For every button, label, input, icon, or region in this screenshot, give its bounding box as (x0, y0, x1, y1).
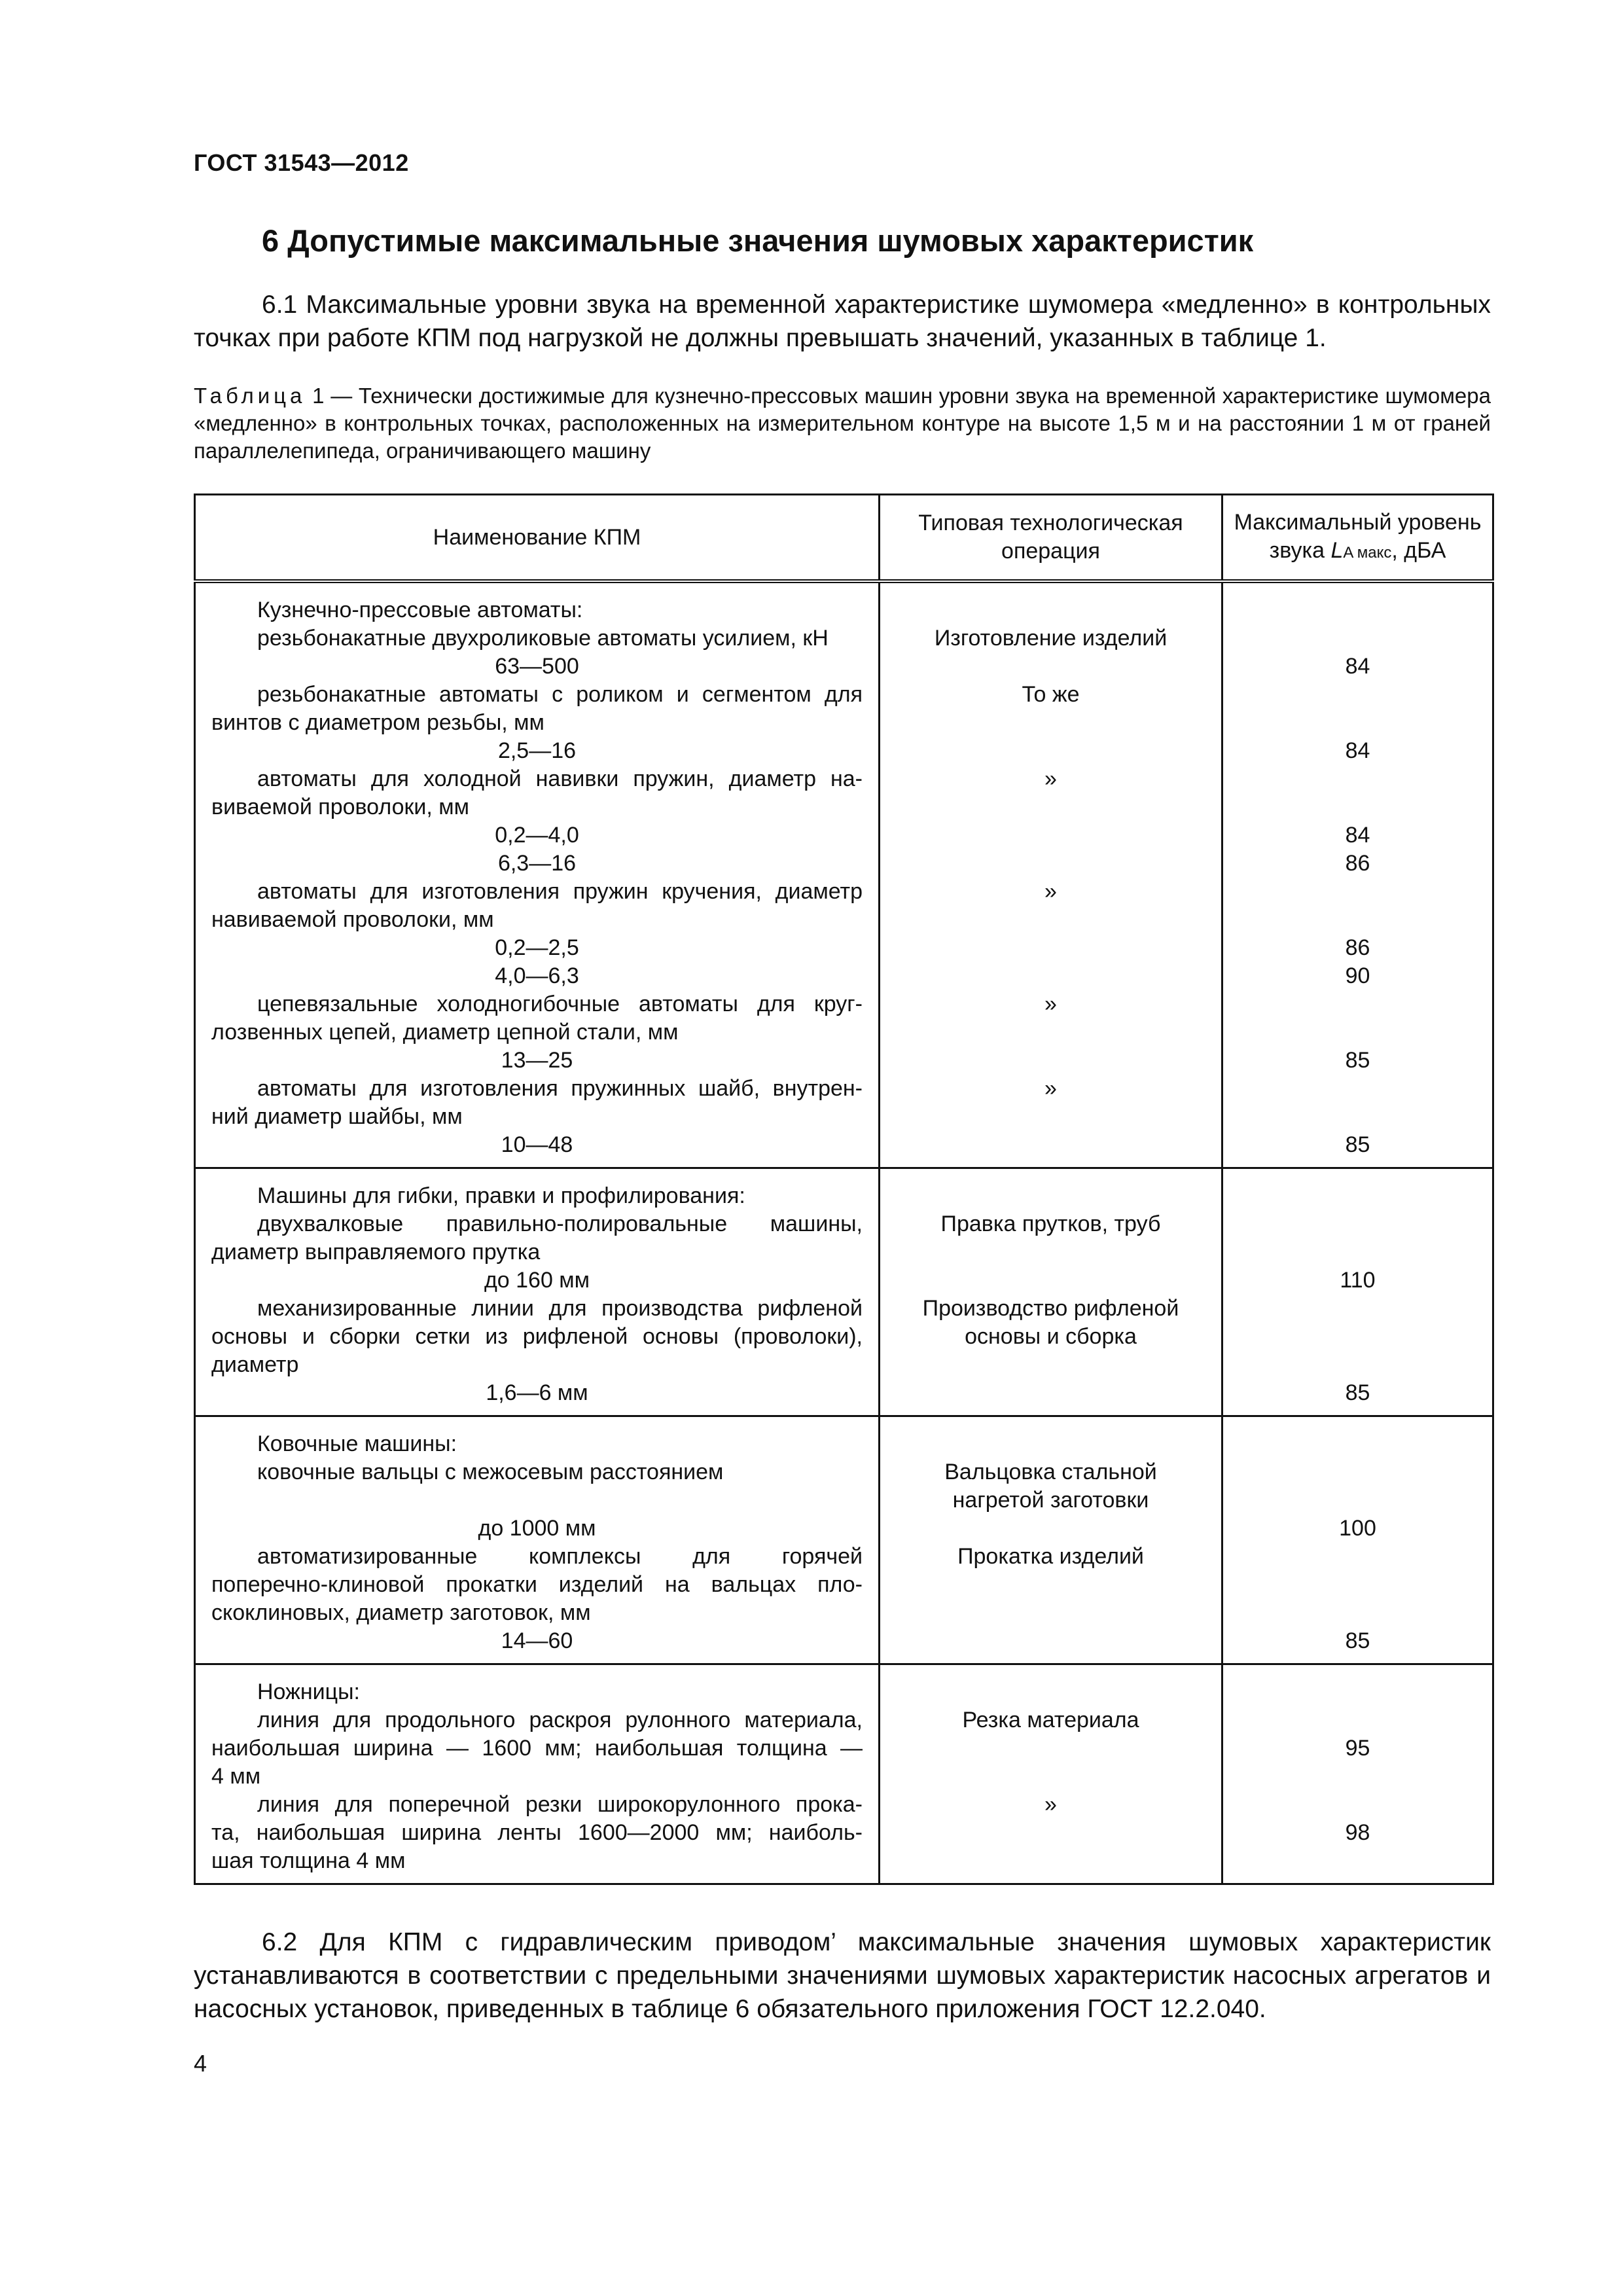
table-group-row (195, 1664, 1493, 1884)
table-line: 84 (1345, 823, 1370, 848)
table-line: резьбонакатные автоматы с роликом и сегментом для (257, 682, 863, 707)
table-line (1223, 1182, 1492, 1210)
table-line: механизированные линии для производства рифленой (257, 1296, 863, 1321)
table-line (880, 1627, 1221, 1655)
table-line: Изготовление изделий (934, 626, 1168, 651)
table-line: 0,2—4,0 (495, 823, 579, 848)
table-line (880, 934, 1221, 962)
table-line: ний диаметр шайбы, мм (211, 1104, 463, 1129)
table-line (880, 1678, 1221, 1706)
paragraph-6-1: 6.1 Максимальные уровни звука на временной характеристике шумомера «медленно» в контрольных точках при работе КПМ под нагрузкой не должны превышать значений, указанных в таблице 1. (194, 291, 1491, 352)
table-line: 63—500 (495, 654, 579, 679)
table-line (1223, 1543, 1492, 1571)
table-header-row (195, 495, 1493, 582)
table-line: скоклиновых, диаметр заготовок, мм (211, 1600, 591, 1625)
table-line (1223, 1075, 1492, 1103)
table-line: 4,0—6,3 (495, 963, 579, 988)
table-line: нагретой заготовки (952, 1488, 1149, 1513)
table-line (1223, 765, 1492, 793)
table-line (880, 709, 1221, 737)
table-line: 4 мм (211, 1764, 261, 1789)
table-line (880, 653, 1221, 681)
table-line: автоматы для изготовления пружин кручения, диаметр (257, 879, 863, 904)
table-line (1223, 624, 1492, 653)
table-line: цепевязальные холодногибочные автоматы для круг- (257, 992, 863, 1016)
cell-sound-level (1222, 1416, 1493, 1664)
table-line: ковочные вальцы с межосевым расстоянием (257, 1460, 724, 1484)
table-group-row (195, 1416, 1493, 1664)
table-line: двухвалковые правильно-полировальные машины, (257, 1211, 863, 1236)
table-line (1223, 1103, 1492, 1131)
table-line (1223, 990, 1492, 1018)
table-line: до 160 мм (484, 1268, 590, 1293)
table-line: навиваемой проволоки, мм (211, 907, 494, 932)
table-line: 85 (1345, 1380, 1370, 1405)
table-line: 14—60 (501, 1628, 573, 1653)
document-code: ГОСТ 31543—2012 (194, 149, 409, 176)
cell-operation (880, 1168, 1222, 1416)
table-line (1223, 709, 1492, 737)
table-line (880, 1515, 1221, 1543)
table-line (1223, 1238, 1492, 1266)
table-line: автоматизированные комплексы для горячей (257, 1544, 863, 1569)
table-line: 86 (1345, 935, 1370, 960)
header-operation: Типовая технологическая операция (880, 495, 1222, 582)
table-line: 100 (1339, 1516, 1376, 1541)
table-line: 84 (1345, 738, 1370, 763)
table-line: 2,5—16 (497, 738, 577, 763)
table-line (880, 1047, 1221, 1075)
cell-sound-level (1222, 581, 1493, 1168)
table-line (880, 1819, 1221, 1847)
table-line: линия для поперечной резки широкорулонного прока- (257, 1792, 863, 1817)
table-line: наибольшая ширина — 1600 мм; наибольшая толщина — (211, 1736, 863, 1761)
table-line (1223, 1351, 1492, 1379)
table-line: 6,3—16 (497, 851, 577, 876)
table-line: 110 (1340, 1268, 1376, 1293)
table-line (880, 1379, 1221, 1407)
table-line: Ножницы: (257, 1679, 360, 1704)
table-line: Правка прутков, труб (940, 1211, 1161, 1236)
table-line (211, 1486, 863, 1515)
table-line: Вальцовка стальной (944, 1460, 1157, 1484)
cell-operation (880, 1664, 1222, 1884)
noise-levels-table (194, 493, 1494, 1885)
table-line (1223, 1486, 1492, 1515)
table-line: автоматы для изготовления пружинных шайб, внутрен- (257, 1076, 863, 1101)
cell-machine-name (195, 581, 880, 1168)
table-line (880, 1430, 1221, 1458)
cell-machine-name (195, 1168, 880, 1416)
table-caption-label: Таблица (194, 384, 306, 408)
table-line (1223, 1323, 1492, 1351)
table-line: 95 (1345, 1736, 1370, 1761)
header-sound-level: Максимальный уровень звука LA макс, дБА (1222, 495, 1493, 582)
table-line: 10—48 (501, 1132, 573, 1157)
table-line (880, 1599, 1221, 1627)
cell-operation (880, 1416, 1222, 1664)
cell-sound-level (1222, 1664, 1493, 1884)
table-line: 84 (1345, 654, 1370, 679)
table-line: резьбонакатные двухроликовые автоматы усилием, кН (257, 626, 829, 651)
table-line: 85 (1345, 1048, 1370, 1073)
table-line (1223, 793, 1492, 821)
table-line (1223, 1763, 1492, 1791)
table-line: » (1044, 766, 1057, 791)
table-line (880, 1103, 1221, 1131)
table-line: 85 (1345, 1628, 1370, 1653)
table-line (880, 821, 1221, 850)
table-line (1223, 1430, 1492, 1458)
table-line: винтов с диаметром резьбы, мм (211, 710, 544, 735)
table-line: 90 (1345, 963, 1370, 988)
table-line: основы и сборки сетки из рифленой основы (проволоки), (211, 1324, 863, 1349)
table-line: шая толщина 4 мм (211, 1848, 406, 1873)
table-line: » (1044, 992, 1057, 1016)
table-line (880, 1266, 1221, 1295)
table-line (880, 850, 1221, 878)
table-line: поперечно-клиновой прокатки изделий на вальцах пло- (211, 1572, 863, 1597)
table-line (880, 1131, 1221, 1159)
table-line (880, 1018, 1221, 1047)
table-line: » (1044, 1076, 1057, 1101)
table-line (1223, 1678, 1492, 1706)
table-line (880, 737, 1221, 765)
table-line (1223, 878, 1492, 906)
table-line: до 1000 мм (478, 1516, 596, 1541)
table-line: основы и сборка (965, 1324, 1137, 1349)
table-line: диаметр (211, 1352, 299, 1377)
table-line (880, 1238, 1221, 1266)
table-line: » (1044, 1792, 1057, 1817)
table-line (880, 1763, 1221, 1791)
table-line (1223, 1295, 1492, 1323)
table-line: » (1044, 879, 1057, 904)
table-line (880, 1351, 1221, 1379)
table-line (1223, 1018, 1492, 1047)
table-line (1223, 1599, 1492, 1627)
table-line: 1,6—6 мм (486, 1380, 588, 1405)
cell-machine-name (195, 1664, 880, 1884)
table-line (880, 1734, 1221, 1763)
table-line (1223, 681, 1492, 709)
table-line (880, 1571, 1221, 1599)
table-line (1223, 1791, 1492, 1819)
table-line: Ковочные машины: (257, 1431, 457, 1456)
table-line: диаметр выправляемого прутка (211, 1240, 541, 1265)
paragraph-6-2: 6.2 Для КПМ с гидравлическим приводом’ максимальные значения шумовых характеристик устанавливаются в соответствии с предельными значениями шумовых характеристик насосных агрегатов и насосных установок, приведенных в таблице 6 обязательного приложения ГОСТ 12.2.040. (194, 1928, 1491, 2023)
cell-sound-level (1222, 1168, 1493, 1416)
table-caption-text: 1 — Технически достижимые для кузнечно-прессовых машин уровни звука на временной характеристике шумомера «медленно» в контрольных точках, расположенных на измерительном контуре на высоте 1,5 м и на расстоянии 1 м от граней параллелепипеда, ограничивающего машину (194, 384, 1491, 463)
table-line (880, 1182, 1221, 1210)
section-title: 6 Допустимые максимальные значения шумовых характеристик (262, 223, 1254, 258)
table-line (880, 1847, 1221, 1875)
table-line: Прокатка изделий (957, 1544, 1144, 1569)
table-line (1223, 1458, 1492, 1486)
table-line (880, 793, 1221, 821)
table-line: автоматы для холодной навивки пружин, диаметр на- (257, 766, 863, 791)
table-caption (194, 382, 1491, 465)
table-line (1223, 596, 1492, 624)
table-line: линия для продольного раскроя рулонного материала, (257, 1708, 863, 1732)
table-line: Производство рифленой (922, 1296, 1179, 1321)
table-line (1223, 1706, 1492, 1734)
table-line: 13—25 (501, 1048, 573, 1073)
table-line: Машины для гибки, правки и профилирования: (257, 1183, 745, 1208)
table-line (1223, 1210, 1492, 1238)
cell-operation (880, 581, 1222, 1168)
table-line: 85 (1345, 1132, 1370, 1157)
table-group-row (195, 1168, 1493, 1416)
table-line (880, 596, 1221, 624)
table-line: 98 (1345, 1820, 1370, 1845)
table-line (1223, 1571, 1492, 1599)
table-line: та, наибольшая ширина ленты 1600—2000 мм; наиболь- (211, 1820, 863, 1845)
page-number: 4 (194, 2050, 207, 2077)
table-line: 86 (1345, 851, 1370, 876)
table-line: 0,2—2,5 (495, 935, 579, 960)
table-line (880, 962, 1221, 990)
table-line: То же (1022, 682, 1080, 707)
table-line: лозвенных цепей, диаметр цепной стали, мм (211, 1020, 679, 1045)
cell-machine-name (195, 1416, 880, 1664)
table-line (1223, 906, 1492, 934)
table-line (1223, 1847, 1492, 1875)
header-machine-name: Наименование КПМ (195, 495, 880, 582)
table-group-row (195, 581, 1493, 1168)
table-line: Кузнечно-прессовые автоматы: (257, 598, 583, 622)
table-line (880, 906, 1221, 934)
table-line: Резка материала (962, 1708, 1139, 1732)
table-line: виваемой проволоки, мм (211, 795, 469, 819)
